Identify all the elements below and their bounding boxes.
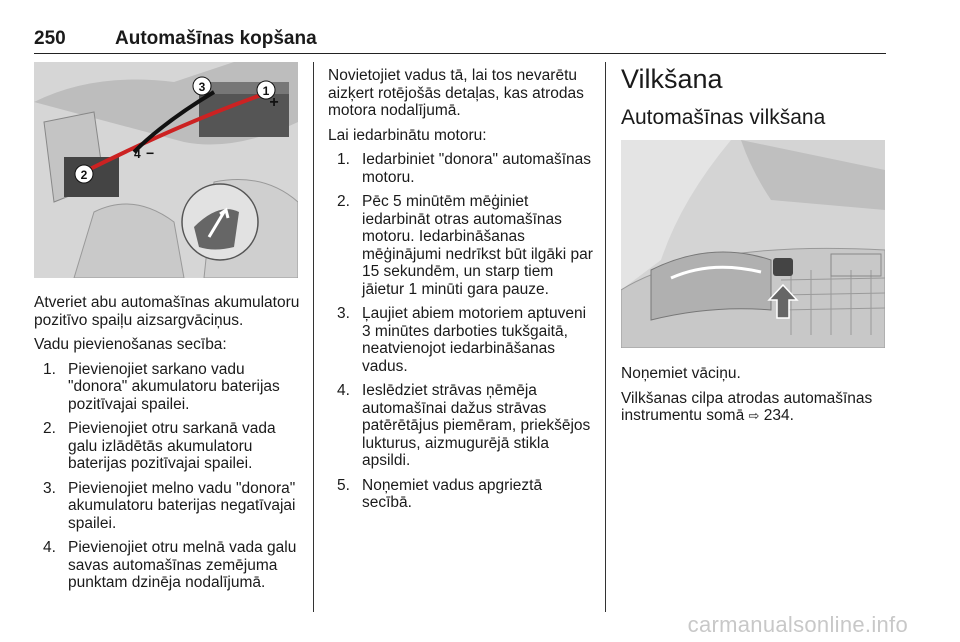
section-heading: Vilkšana: [621, 64, 723, 94]
start-title: Lai iedarbinātu motoru:: [328, 126, 487, 144]
page-header: [34, 22, 884, 52]
figure-caption: Noņemiet vāciņu.: [621, 365, 741, 382]
towing-eye-paragraph: Vilkšanas cilpa atrodas automašīnas instrumentu somā ⇨ 234.: [621, 389, 873, 424]
callout-3: 3: [198, 80, 206, 94]
callout-4: 4: [134, 147, 141, 161]
cable-placement-paragraph: Novietojiet vadus tā, lai tos nevarētu aizķert rotējošās detaļas, kas atrodas motora nodalījumā.: [328, 67, 584, 119]
list-item: 4. Pievienojiet otru melnā vada galu savas automašīnas zemējuma punktam dzinēja nodalījumā.: [43, 539, 297, 591]
callout-1: 1: [262, 84, 270, 98]
order-title: Vadu pievienošanas secība:: [34, 336, 227, 353]
minus-symbol: −: [146, 145, 155, 161]
list-item: 1. Pievienojiet sarkano vadu "donora" akumulatoru baterijas pozitīvajai spailei.: [43, 360, 280, 413]
start-steps: [328, 151, 594, 512]
front-bumper-drawing: [621, 140, 885, 348]
column-3-text: [621, 365, 889, 433]
intro-paragraph: Atveriet abu automašīnas akumulatoru pozitīvo spaiļu aizsargvāciņus.: [34, 294, 300, 329]
list-item: 3. Pievienojiet melno vadu "donora" akumulatoru baterijas negatīvajai spailei.: [43, 479, 296, 532]
subsection-heading: Automašīnas vilkšana: [621, 106, 826, 129]
watermark: carmanualsonline.info: [687, 612, 908, 637]
column-1-text: [34, 294, 304, 599]
page-reference-link[interactable]: 234.: [763, 407, 794, 424]
engine-bay-drawing: [34, 62, 298, 278]
column-divider-2: [605, 62, 606, 612]
towing-eye-illustration: [621, 140, 885, 348]
plus-symbol: +: [269, 94, 279, 111]
column-divider-1: [313, 62, 314, 612]
page-reference-icon: ⇨: [748, 409, 760, 424]
list-item: 2. Pēc 5 minūtēm mēģiniet iedarbināt otras automašīnas motoru. Iedarbināšanas mēģinājumi nedrīkst būt ilgāki par 15 sekundēm, un starp tiem jāietur 1 minūti gara pauze.: [337, 193, 593, 298]
chapter-title: Automašīnas kopšana: [115, 28, 317, 49]
column-2-text: [328, 67, 594, 519]
callout-2: 2: [80, 168, 88, 182]
connection-steps: [34, 361, 304, 592]
list-item: 5. Noņemiet vadus apgrieztā secībā.: [337, 476, 543, 511]
list-item: 2. Pievienojiet otru sarkanā vada galu izlādētās akumulatoru baterijas pozitīvajai spailei.: [43, 420, 276, 472]
page-number: 250: [34, 28, 66, 49]
header-rule: [34, 53, 886, 54]
tow-cap: [773, 258, 793, 276]
jump-start-illustration: [34, 62, 298, 278]
list-item: 4. Ieslēdziet strāvas ņēmēja automašīnai dažus strāvas patērētājus piemēram, priekšējos lukturus, aizmugurējā stikla apsildi.: [337, 382, 591, 469]
list-item: 1. Iedarbiniet "donora" automašīnas motoru.: [337, 151, 592, 186]
list-item: 3. Ļaujiet abiem motoriem aptuveni 3 minūtes darboties tukšgaitā, neatvienojot iedarbināšanas vadus.: [337, 305, 587, 375]
